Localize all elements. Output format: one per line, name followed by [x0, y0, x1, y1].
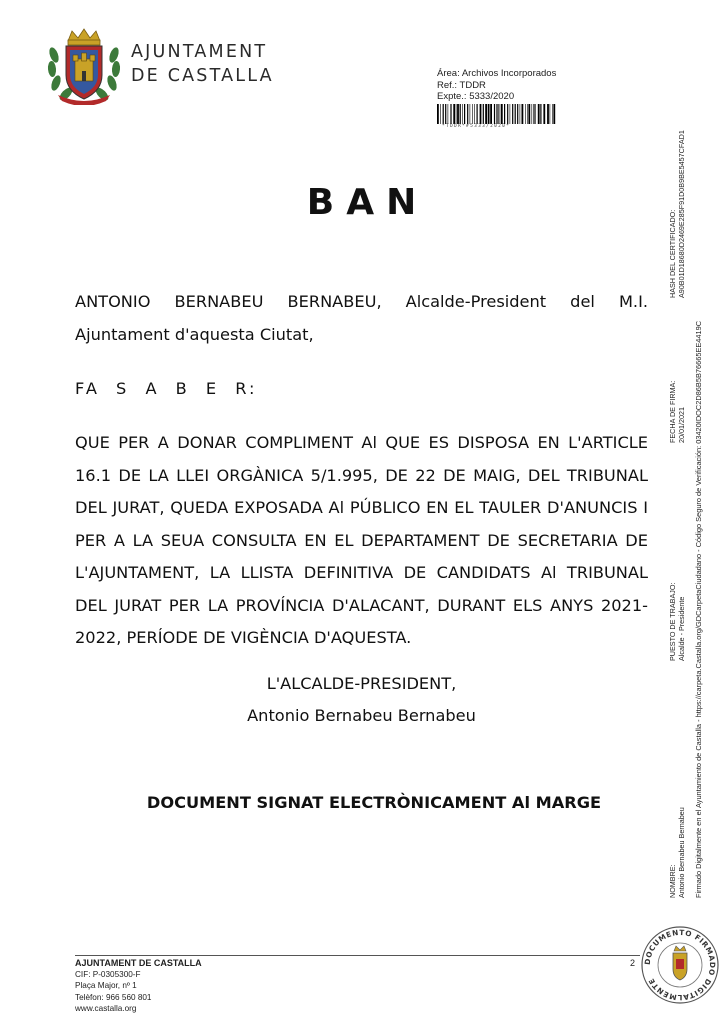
barcode-bar	[474, 104, 475, 124]
barcode-bar	[472, 104, 473, 124]
footer-address: Plaça Major, nº 1	[75, 981, 137, 991]
barcode-bar	[450, 104, 451, 124]
signature-block	[0, 668, 723, 732]
barcode-bar	[437, 104, 439, 124]
barcode-bar	[453, 104, 455, 124]
barcode-bar	[483, 104, 484, 124]
barcode-bar	[543, 104, 545, 124]
barcode-bar	[553, 104, 555, 124]
footer-name: AJUNTAMENT DE CASTALLA	[75, 958, 202, 968]
barcode-bar	[490, 104, 492, 124]
barcode-bar	[445, 104, 446, 124]
signer-name: Antonio Bernabeu Bernabeu	[247, 706, 476, 725]
barcode-bar	[448, 104, 449, 124]
footer-phone: Telèfon: 966 560 801	[75, 992, 152, 1002]
nombre-value: Antonio Bernabeu Bernabeu	[676, 807, 686, 898]
barcode-bar	[533, 104, 534, 124]
barcode-bar	[443, 104, 444, 124]
barcode-bar	[457, 104, 459, 124]
town-crest-icon	[44, 25, 124, 105]
barcode-bar	[547, 104, 549, 124]
barcode-bar	[540, 104, 541, 124]
barcode-bar	[525, 104, 526, 124]
barcode-bar	[532, 104, 533, 124]
barcode-bar	[512, 104, 513, 124]
barcode-bar	[528, 104, 530, 124]
hash-value: A90B01D18680D2469E285F91D0B9BE5457CFAD1	[676, 130, 686, 298]
puesto-label: PUESTO DE TRABAJO:	[668, 582, 677, 661]
intro-paragraph: ANTONIO BERNABEU BERNABEU, Alcalde-President del M.I. Ajuntament d'aquesta Ciutat,	[75, 292, 648, 344]
csv-verification-text: Firmado Digitalmente en el Ayuntamiento de Castalla - https://carpeta.Castalla.org/GDCarpetaCiudadano - Código Seguro de Verificación: 03420IDOC2D86B5B76665EE4419C	[694, 320, 703, 898]
barcode-bar	[501, 104, 503, 124]
electronic-signature-note: DOCUMENT SIGNAT ELECTRÒNICAMENT Al MARGE	[146, 793, 602, 812]
barcode-bar	[460, 104, 461, 124]
barcode-bar	[507, 104, 508, 124]
barcode-bar	[451, 104, 452, 124]
ref-label: Ref.: TDDR	[437, 79, 486, 91]
barcode-bar	[470, 104, 471, 124]
barcode-bar	[467, 104, 468, 124]
reference-block	[437, 68, 556, 103]
barcode-bar	[477, 104, 478, 124]
barcode-bar	[464, 104, 465, 124]
barcode-bar	[462, 104, 463, 124]
expediente-label: Expte.: 5333/2020	[437, 91, 515, 102]
area-label: Área: Archivos Incorporados	[437, 68, 557, 79]
barcode	[437, 104, 557, 124]
barcode-bar	[456, 104, 457, 124]
barcode-bar	[535, 104, 536, 124]
footer-cif: CIF: P-0305300-F	[75, 970, 141, 980]
municipality-name-line1: AJUNTAMENT	[131, 42, 268, 62]
footer-divider	[75, 955, 640, 956]
signer-title: L'ALCALDE-PRESIDENT,	[266, 674, 457, 693]
municipality-name-line2: DE CASTALLA	[131, 66, 274, 86]
municipality-name	[131, 40, 274, 88]
barcode-bar	[538, 104, 540, 124]
barcode-bar	[485, 104, 487, 124]
nombre-label: NOMBRE:	[668, 864, 677, 898]
barcode-bar	[488, 104, 490, 124]
signature-margin	[669, 0, 723, 898]
fecha-value: 20/01/2021	[676, 407, 686, 443]
barcode-bar	[510, 104, 511, 124]
barcode-bar	[527, 104, 528, 124]
barcode-bar	[504, 104, 505, 124]
barcode-bar	[440, 104, 441, 124]
barcode-bar	[496, 104, 497, 124]
digitally-signed-seal-icon	[640, 925, 720, 1005]
barcode-bar	[552, 104, 553, 124]
page-number: 2	[630, 958, 636, 968]
fecha-label: FECHA DE FIRMA:	[668, 380, 677, 443]
barcode-bar	[517, 104, 518, 124]
barcode-bar	[520, 104, 521, 124]
main-paragraph: QUE PER A DONAR COMPLIMENT Al QUE ES DISPOSA EN L'ARTICLE 16.1 DE LA LLEI ORGÀNICA 5/1.995, DE 22 DE MAIG, DEL TRIBUNAL DEL JURAT, QUEDA EXPOSADA Al PÚBLICO EN EL TAULER D'ANUNCIS I PER A LA SEUA CONSULTA EN EL DEPARTAMENT DE SECRETARIA DE L'AJUNTAMENT, LA LLISTA DEFINITIVA DE CANDIDATS Al TRIBUNAL DEL JURAT PER LA PROVÍNCIA D'ALACANT, DURANT ELS ANYS 2021-2022, PERÍODE DE VIGÈNCIA D'AQUESTA.	[75, 433, 648, 647]
document-title: BAN	[306, 182, 429, 223]
barcode-caption: *TDDR*#5333/2020*	[442, 124, 511, 129]
barcode-bar	[500, 104, 501, 124]
barcode-bar	[522, 104, 524, 124]
barcode-bar	[515, 104, 516, 124]
puesto-value: Alcalde - Presidente	[676, 596, 686, 661]
footer-web: www.castalla.org	[75, 1003, 137, 1013]
barcode-bar	[480, 104, 482, 124]
seal-text: DOCUMENTO FIRMADO DIGITALMENTE	[642, 927, 718, 1003]
barcode-bar	[494, 104, 495, 124]
barcode-bar	[498, 104, 499, 124]
footer	[75, 958, 202, 1014]
hash-label: HASH DEL CERTIFICADO:	[668, 209, 677, 298]
fa-saber-heading: FA S A B E R:	[75, 379, 258, 398]
barcode-bar	[550, 104, 551, 124]
